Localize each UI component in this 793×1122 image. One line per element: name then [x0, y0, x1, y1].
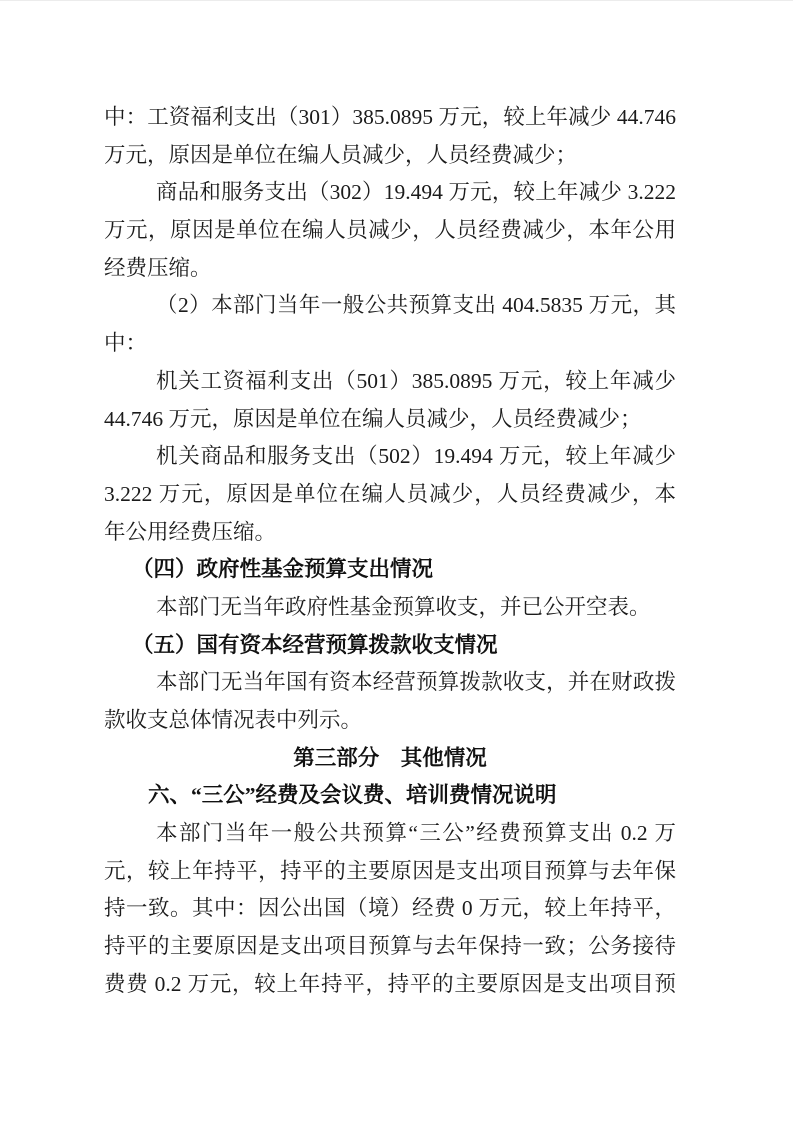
heading-line: 第三部分 其他情况: [293, 745, 487, 770]
text-line: 经费压缩。: [104, 255, 212, 280]
text-line: 商品和服务支出（302）19.494 万元，较上年减少 3.222: [156, 180, 676, 205]
text-line: 中：: [104, 331, 148, 356]
document-lines: [104, 99, 676, 1004]
text-line: 本部门无当年国有资本经营预算拨款收支，并在财政拨: [156, 670, 676, 695]
text-line: 44.746 万元，原因是单位在编人员减少，人员经费减少；: [104, 406, 642, 431]
text-line: 机关工资福利支出（501）385.0895 万元，较上年减少: [156, 368, 676, 393]
text-line: （2）本部门当年一般公共预算支出 404.5835 万元，其: [156, 293, 676, 318]
text-line: 款收支总体情况表中列示。: [104, 708, 363, 732]
text-line: 中：工资福利支出（301）385.0895 万元，较上年减少 44.746: [104, 105, 676, 129]
text-line: 3.222 万元，原因是单位在编人员减少，人员经费减少，本: [104, 481, 676, 506]
text-line: 持一致。其中：因公出国（境）经费 0 万元，较上年持平，: [104, 896, 676, 921]
text-line: 年公用经费压缩。: [104, 519, 277, 544]
heading-line: 六、“三公”经费及会议费、培训费情况说明: [148, 783, 557, 808]
text-line: 万元，原因是单位在编人员减少，人员经费减少；: [104, 142, 578, 167]
text-line: 持平的主要原因是支出项目预算与去年保持一致；公务接待: [104, 934, 676, 959]
text-line: 机关商品和服务支出（502）19.494 万元，较上年减少: [156, 444, 676, 469]
text-line: 元，较上年持平，持平的主要原因是支出项目预算与去年保: [104, 858, 676, 883]
page-top-edge: [0, 0, 793, 1]
text-line: 本部门无当年政府性基金预算收支，并已公开空表。: [156, 594, 651, 619]
heading-line: （五）国有资本经营预算拨款收支情况: [132, 632, 498, 657]
text-line: 万元，原因是单位在编人员减少，人员经费减少，本年公用: [104, 218, 676, 243]
heading-line: （四）政府性基金预算支出情况: [132, 557, 434, 582]
text-line: 本部门当年一般公共预算“三公”经费预算支出 0.2 万: [156, 821, 676, 846]
text-line: 费费 0.2 万元，较上年持平，持平的主要原因是支出项目预: [104, 971, 676, 996]
